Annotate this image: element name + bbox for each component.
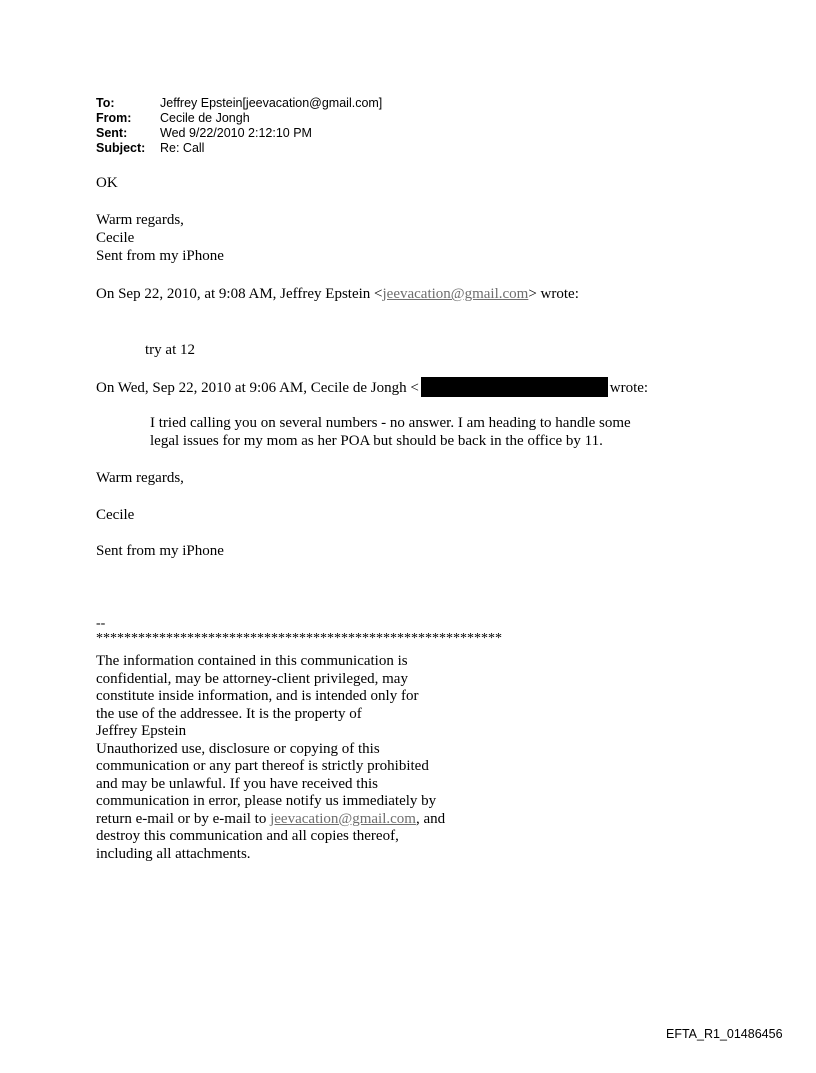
to-value: Jeffrey Epstein[jeevacation@gmail.com] [160, 96, 383, 110]
disclaimer-line: Unauthorized use, disclosure or copying of this [96, 740, 380, 757]
header-from-row [96, 111, 382, 126]
reply-signature-name: Cecile [96, 230, 135, 246]
quote1-attribution [96, 285, 579, 303]
quote2-body-line2: legal issues for my mom as her POA but should be back in the office by 11. [150, 433, 603, 449]
disclaimer-line: constitute inside information, and is intended only for [96, 688, 419, 704]
disclaimer-line: The information contained in this communication is [96, 653, 408, 669]
email-header [96, 96, 382, 156]
quote1-email-link[interactable]: jeevacation@gmail.com [382, 286, 529, 302]
sent-label: Sent: [96, 126, 128, 140]
quote1-attribution-prefix: On Sep 22, 2010, at 9:08 AM, Jeffrey Epstein < [96, 286, 383, 302]
disclaimer-line: communication or any part thereof is strictly prohibited [96, 758, 429, 774]
disclaimer-line: communication in error, please notify us immediately by [96, 793, 437, 809]
quote2-attribution-prefix: On Wed, Sep 22, 2010 at 9:06 AM, Cecile de Jongh < [96, 380, 419, 396]
disclaimer-stars: ********************************************************** [96, 631, 502, 646]
from-value: Cecile de Jongh [160, 111, 250, 125]
disclaimer-line10-prefix: return e-mail or by e-mail to [96, 810, 271, 827]
subject-value: Re: Call [160, 141, 205, 155]
quote1-body: try at 12 [145, 342, 195, 358]
quote1-attribution-suffix: > wrote: [528, 286, 579, 302]
to-label: To: [96, 96, 115, 110]
document-id: EFTA_R1_01486456 [666, 1027, 783, 1041]
disclaimer-dashes: -- [96, 616, 106, 631]
disclaimer-line: the use of the addressee. It is the property of [96, 705, 362, 722]
reply-signoff: Warm regards, [96, 212, 184, 228]
disclaimer-line [96, 811, 445, 829]
quote2-body-line1: I tried calling you on several numbers - no answer. I am heading to handle some [150, 415, 631, 431]
redaction-bar [421, 377, 608, 397]
disclaimer-line10-suffix: , and [415, 810, 446, 827]
quote2-sent-from: Sent from my iPhone [96, 543, 224, 559]
from-label: From: [96, 111, 132, 125]
quote2-signature-name: Cecile [96, 507, 135, 523]
quote2-attribution [96, 377, 648, 397]
disclaimer-line: Jeffrey Epstein [96, 723, 187, 739]
reply-sent-from: Sent from my iPhone [96, 248, 224, 264]
header-subject-row [96, 141, 382, 156]
quote2-signoff: Warm regards, [96, 470, 184, 486]
disclaimer-line: confidential, may be attorney-client privileged, may [96, 670, 408, 687]
disclaimer-line: destroy this communication and all copies thereof, [96, 828, 399, 844]
quote2-attribution-suffix: wrote: [609, 380, 649, 396]
header-to-row [96, 96, 382, 111]
disclaimer-line: and may be unlawful. If you have received this [96, 775, 378, 792]
header-sent-row [96, 126, 382, 141]
disclaimer-line: including all attachments. [96, 845, 251, 862]
disclaimer-email-link[interactable]: jeevacation@gmail.com [270, 810, 416, 827]
disclaimer-block [96, 653, 445, 863]
sent-value: Wed 9/22/2010 2:12:10 PM [160, 126, 312, 140]
reply-body: OK [96, 175, 118, 191]
subject-label: Subject: [96, 141, 146, 155]
